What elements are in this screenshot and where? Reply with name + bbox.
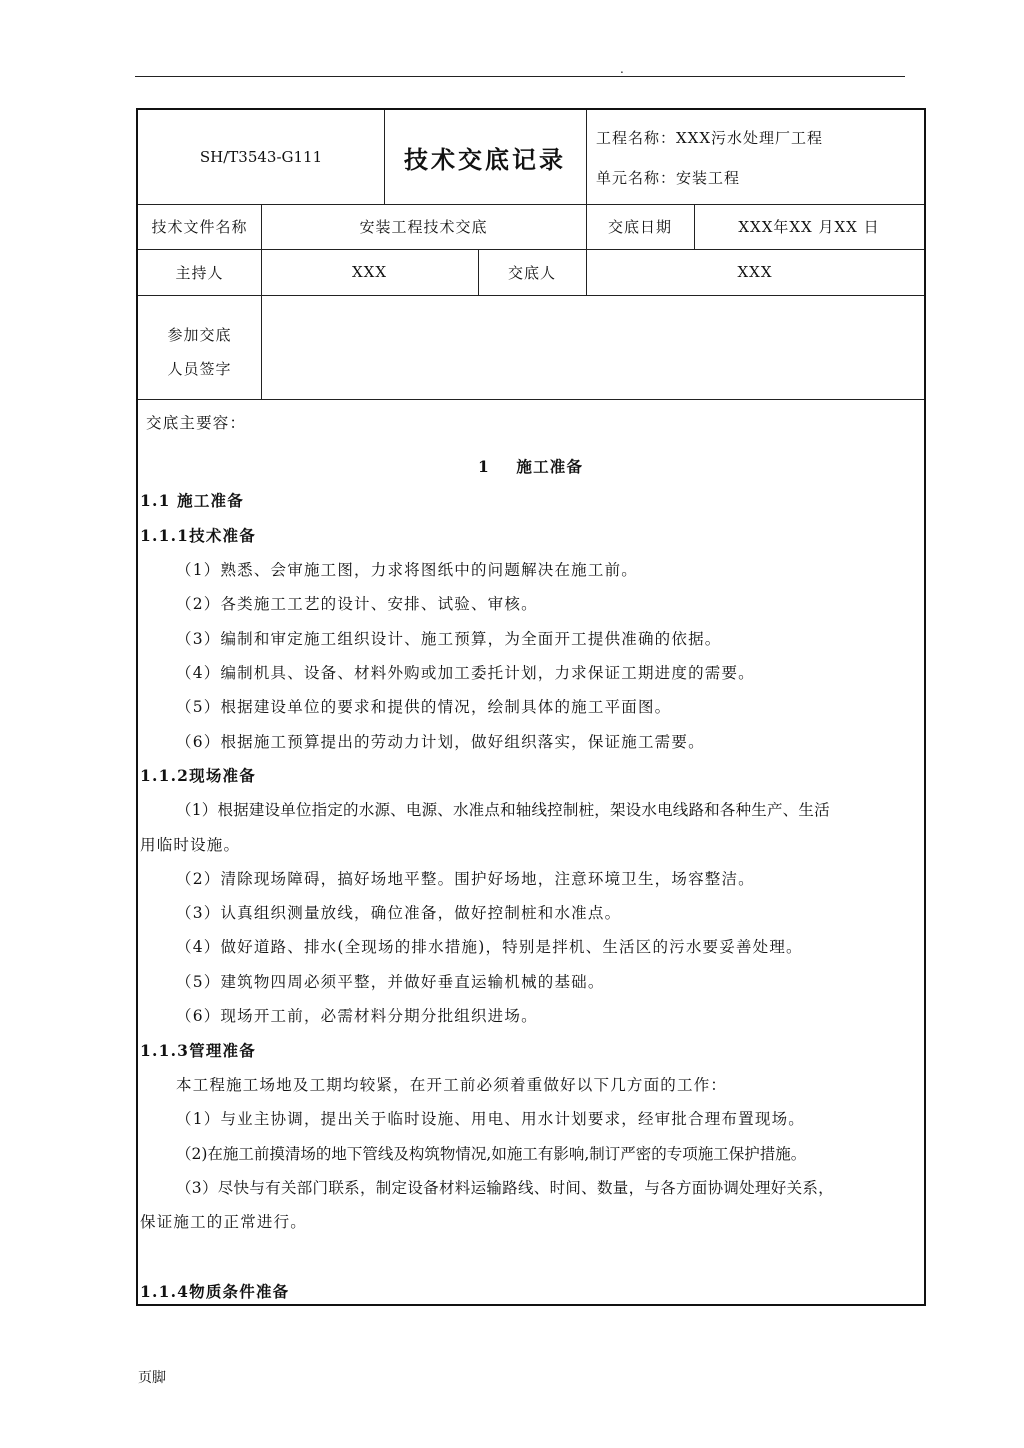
- disclosure-form: [136, 108, 926, 1306]
- section-heading: 1.1 施工准备: [140, 491, 244, 510]
- list-item: （3）认真组织测量放线，确位准备，做好控制桩和水准点。: [176, 904, 622, 922]
- subsection-heading: 1.1.3管理准备: [140, 1041, 256, 1060]
- disclosure-date: XXX年XX 月XX 日: [738, 218, 880, 236]
- project-name: 工程名称：XXX污水处理厂工程: [596, 128, 824, 147]
- list-item: （5）建筑物四周必须平整，并做好垂直运输机械的基础。: [176, 973, 605, 991]
- attendees-signature-area: [261, 295, 924, 399]
- host-label: 主持人: [175, 263, 224, 282]
- list-item: （2）清除现场障碍，搞好场地平整。围护好场地，注意环境卫生，场容整洁。: [176, 870, 755, 888]
- form-title: 技术交底记录: [404, 144, 566, 174]
- presenter-label: 交底人: [507, 263, 556, 282]
- doc-name: 安装工程技术交底: [359, 218, 488, 236]
- subsection-heading: 1.1.1技术准备: [140, 526, 256, 545]
- list-item: （1）熟悉、会审施工图，力求将图纸中的问题解决在施工前。: [176, 561, 638, 579]
- date-label: 交底日期: [607, 218, 672, 236]
- list-item-continuation: 保证施工的正常进行。: [140, 1213, 308, 1231]
- list-item: （5）根据建设单位的要求和提供的情况，绘制具体的施工平面图。: [176, 698, 672, 716]
- list-item: （6）现场开工前，必需材料分期分批组织进场。: [176, 1007, 538, 1025]
- attendees-label-line1: 参加交底: [167, 325, 232, 344]
- page-footer: 页脚: [138, 1370, 166, 1386]
- unit-name: 单元名称：安装工程: [596, 168, 741, 187]
- content-label: 交底主要容：: [146, 414, 247, 432]
- list-item: （4）做好道路、排水(全现场的排水措施)，特别是拌机、生活区的污水要妥善处理。: [176, 938, 803, 956]
- list-item: （3）尽快与有关部门联系，制定设备材料运输路线、时间、数量，与各方面协调处理好关系，: [176, 1179, 834, 1197]
- chapter-heading: 1 施工准备: [478, 457, 584, 476]
- doc-name-label: 技术文件名称: [151, 218, 248, 236]
- list-item: （2）各类施工工艺的设计、安排、试验、审核。: [176, 595, 538, 613]
- list-item: （2)在施工前摸清场的地下管线及构筑物情况,如施工有影响,制订严密的专项施工保护措施。: [176, 1145, 807, 1163]
- header-mark: .: [620, 62, 624, 76]
- subsection-heading: 1.1.2现场准备: [140, 766, 256, 785]
- list-item: （6）根据施工预算提出的劳动力计划，做好组织落实，保证施工需要。: [176, 733, 705, 751]
- list-item: （1）根据建设单位指定的水源、电源、水准点和轴线控制桩，架设水电线路和各种生产、生活: [176, 801, 830, 819]
- header-rule: [135, 76, 905, 77]
- presenter-value: XXX: [737, 263, 773, 281]
- row-divider: [138, 399, 924, 400]
- paragraph: 本工程施工场地及工期均较紧，在开工前必须着重做好以下几方面的工作：: [176, 1076, 728, 1094]
- subsection-heading: 1.1.4物质条件准备: [140, 1282, 290, 1301]
- form-code: SH/T3543-G111: [199, 148, 323, 166]
- list-item-continuation: 用临时设施。: [140, 836, 241, 854]
- host-value: XXX: [351, 263, 388, 281]
- list-item: （1）与业主协调，提出关于临时设施、用电、用水计划要求，经审批合理布置现场。: [176, 1110, 805, 1128]
- list-item: （4）编制机具、设备、材料外购或加工委托计划，力求保证工期进度的需要。: [176, 664, 755, 682]
- list-item: （3）编制和审定施工组织设计、施工预算，为全面开工提供准确的依据。: [176, 630, 722, 648]
- attendees-label-line2: 人员签字: [167, 359, 232, 378]
